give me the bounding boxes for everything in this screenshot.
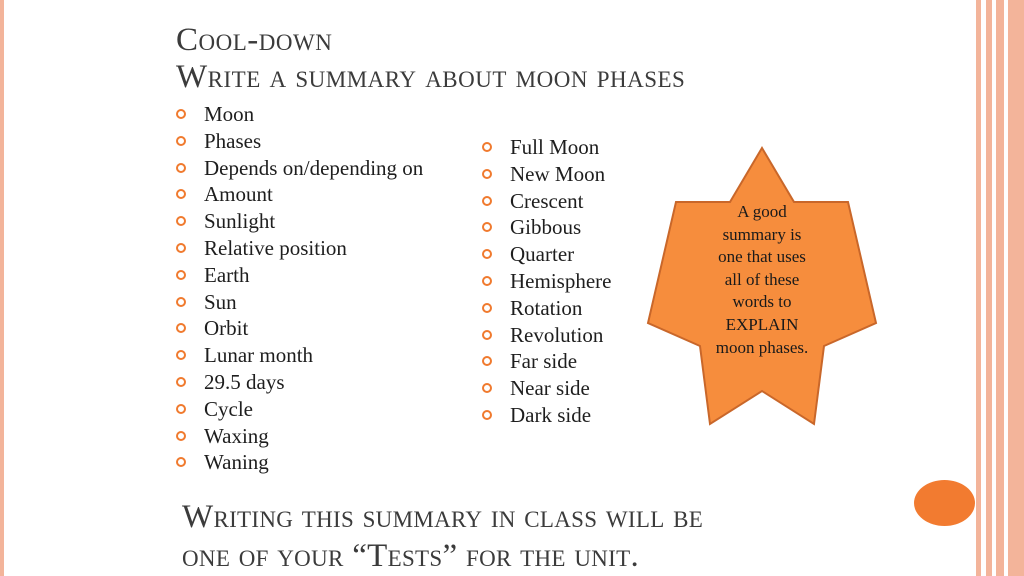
star-callout bbox=[644, 146, 880, 426]
list-item-label: Amount bbox=[204, 182, 273, 207]
list-item bbox=[482, 268, 611, 295]
list-item-label: Gibbous bbox=[510, 215, 582, 240]
bullet-icon bbox=[176, 350, 186, 360]
left-border-stripe bbox=[0, 0, 4, 576]
list-item bbox=[482, 375, 611, 402]
bullet-icon bbox=[176, 377, 186, 387]
list-item bbox=[482, 241, 611, 268]
list-item bbox=[482, 188, 611, 215]
star-callout-line: moon phases. bbox=[715, 337, 809, 357]
list-item bbox=[482, 295, 611, 322]
list-item bbox=[482, 348, 611, 375]
right-border-stripe-1 bbox=[976, 0, 981, 576]
bullet-icon bbox=[176, 189, 186, 199]
bullet-icon bbox=[176, 431, 186, 441]
bullet-icon bbox=[176, 270, 186, 280]
orange-oval-decoration bbox=[914, 480, 975, 526]
list-item bbox=[176, 396, 423, 423]
bullet-icon bbox=[482, 222, 492, 232]
right-border-stripe-2 bbox=[986, 0, 992, 576]
bullet-icon bbox=[176, 243, 186, 253]
star-callout-line: A good bbox=[737, 202, 787, 221]
list-item-label: Near side bbox=[510, 376, 590, 401]
list-item bbox=[176, 449, 423, 476]
list-item-label: Earth bbox=[204, 262, 250, 287]
list-item bbox=[482, 402, 611, 429]
list-item-label: Waning bbox=[204, 450, 269, 475]
list-item-label: Full Moon bbox=[510, 135, 600, 159]
bullet-icon bbox=[176, 323, 186, 333]
list-item bbox=[482, 214, 611, 241]
list-item-label: Sunlight bbox=[204, 209, 276, 234]
list-item bbox=[176, 155, 423, 182]
list-item-label: Quarter bbox=[510, 242, 575, 267]
list-item-label: Sun bbox=[204, 289, 237, 314]
bullet-icon bbox=[482, 303, 492, 313]
bullet-icon bbox=[482, 142, 492, 152]
bullet-icon bbox=[482, 410, 492, 420]
list-item-label: New Moon bbox=[510, 161, 606, 186]
list-item bbox=[176, 235, 423, 262]
list-item-label: Lunar month bbox=[204, 343, 314, 368]
bullet-icon bbox=[482, 356, 492, 366]
list-item-label: Hemisphere bbox=[510, 268, 612, 293]
bullet-icon bbox=[176, 109, 186, 119]
list-item bbox=[176, 181, 423, 208]
star-callout-line: summary is bbox=[722, 224, 802, 244]
title-line-1: Cool-down bbox=[176, 22, 333, 58]
bullet-icon bbox=[176, 404, 186, 414]
footer-line-1: Writing this summary in class will be bbox=[182, 499, 704, 535]
list-item bbox=[482, 134, 611, 161]
bullet-icon bbox=[482, 383, 492, 393]
list-item-label: Rotation bbox=[510, 295, 583, 320]
slide-title bbox=[176, 22, 685, 96]
bullet-icon bbox=[482, 330, 492, 340]
list-item bbox=[176, 423, 423, 450]
star-callout-line: words to bbox=[732, 292, 792, 312]
bullet-icon bbox=[176, 457, 186, 467]
list-item-label: Phases bbox=[204, 128, 262, 153]
list-item-label: Orbit bbox=[204, 316, 249, 341]
bullet-icon bbox=[176, 216, 186, 226]
footer-line-2: one of your “Tests” for the unit. bbox=[182, 538, 640, 574]
list-item-label: Cycle bbox=[204, 396, 253, 421]
list-item-label: Moon bbox=[204, 102, 255, 126]
word-list-right bbox=[482, 134, 611, 429]
list-item bbox=[176, 128, 423, 155]
list-item bbox=[176, 101, 423, 128]
right-border-stripe-3 bbox=[996, 0, 1004, 576]
list-item bbox=[482, 322, 611, 349]
list-item bbox=[482, 161, 611, 188]
bullet-icon bbox=[482, 169, 492, 179]
list-item-label: Revolution bbox=[510, 322, 604, 347]
list-item-label: Depends on/depending on bbox=[204, 155, 424, 180]
list-item bbox=[176, 289, 423, 316]
star-callout-line: all of these bbox=[724, 269, 800, 289]
word-list-left bbox=[176, 101, 423, 476]
star-callout-line: one that uses bbox=[718, 247, 806, 267]
footer-note bbox=[182, 498, 703, 576]
list-item bbox=[176, 208, 423, 235]
list-item-label: Dark side bbox=[510, 402, 592, 427]
list-item bbox=[176, 262, 423, 289]
star-callout-text bbox=[704, 201, 820, 359]
right-border-stripe-4 bbox=[1008, 0, 1024, 576]
bullet-icon bbox=[176, 163, 186, 173]
bullet-icon bbox=[482, 276, 492, 286]
list-item-label: Waxing bbox=[204, 423, 269, 448]
bullet-icon bbox=[176, 297, 186, 307]
list-item bbox=[176, 315, 423, 342]
star-callout-line: EXPLAIN bbox=[725, 314, 799, 334]
list-item-label: Crescent bbox=[510, 188, 584, 213]
list-item bbox=[176, 342, 423, 369]
bullet-icon bbox=[482, 196, 492, 206]
bullet-icon bbox=[482, 249, 492, 259]
title-line-2: Write a summary about moon phases bbox=[176, 59, 686, 95]
list-item-label: Relative position bbox=[204, 235, 347, 260]
bullet-icon bbox=[176, 136, 186, 146]
list-item-label: Far side bbox=[510, 349, 578, 374]
list-item bbox=[176, 369, 423, 396]
list-item-label: 29.5 days bbox=[204, 369, 285, 394]
